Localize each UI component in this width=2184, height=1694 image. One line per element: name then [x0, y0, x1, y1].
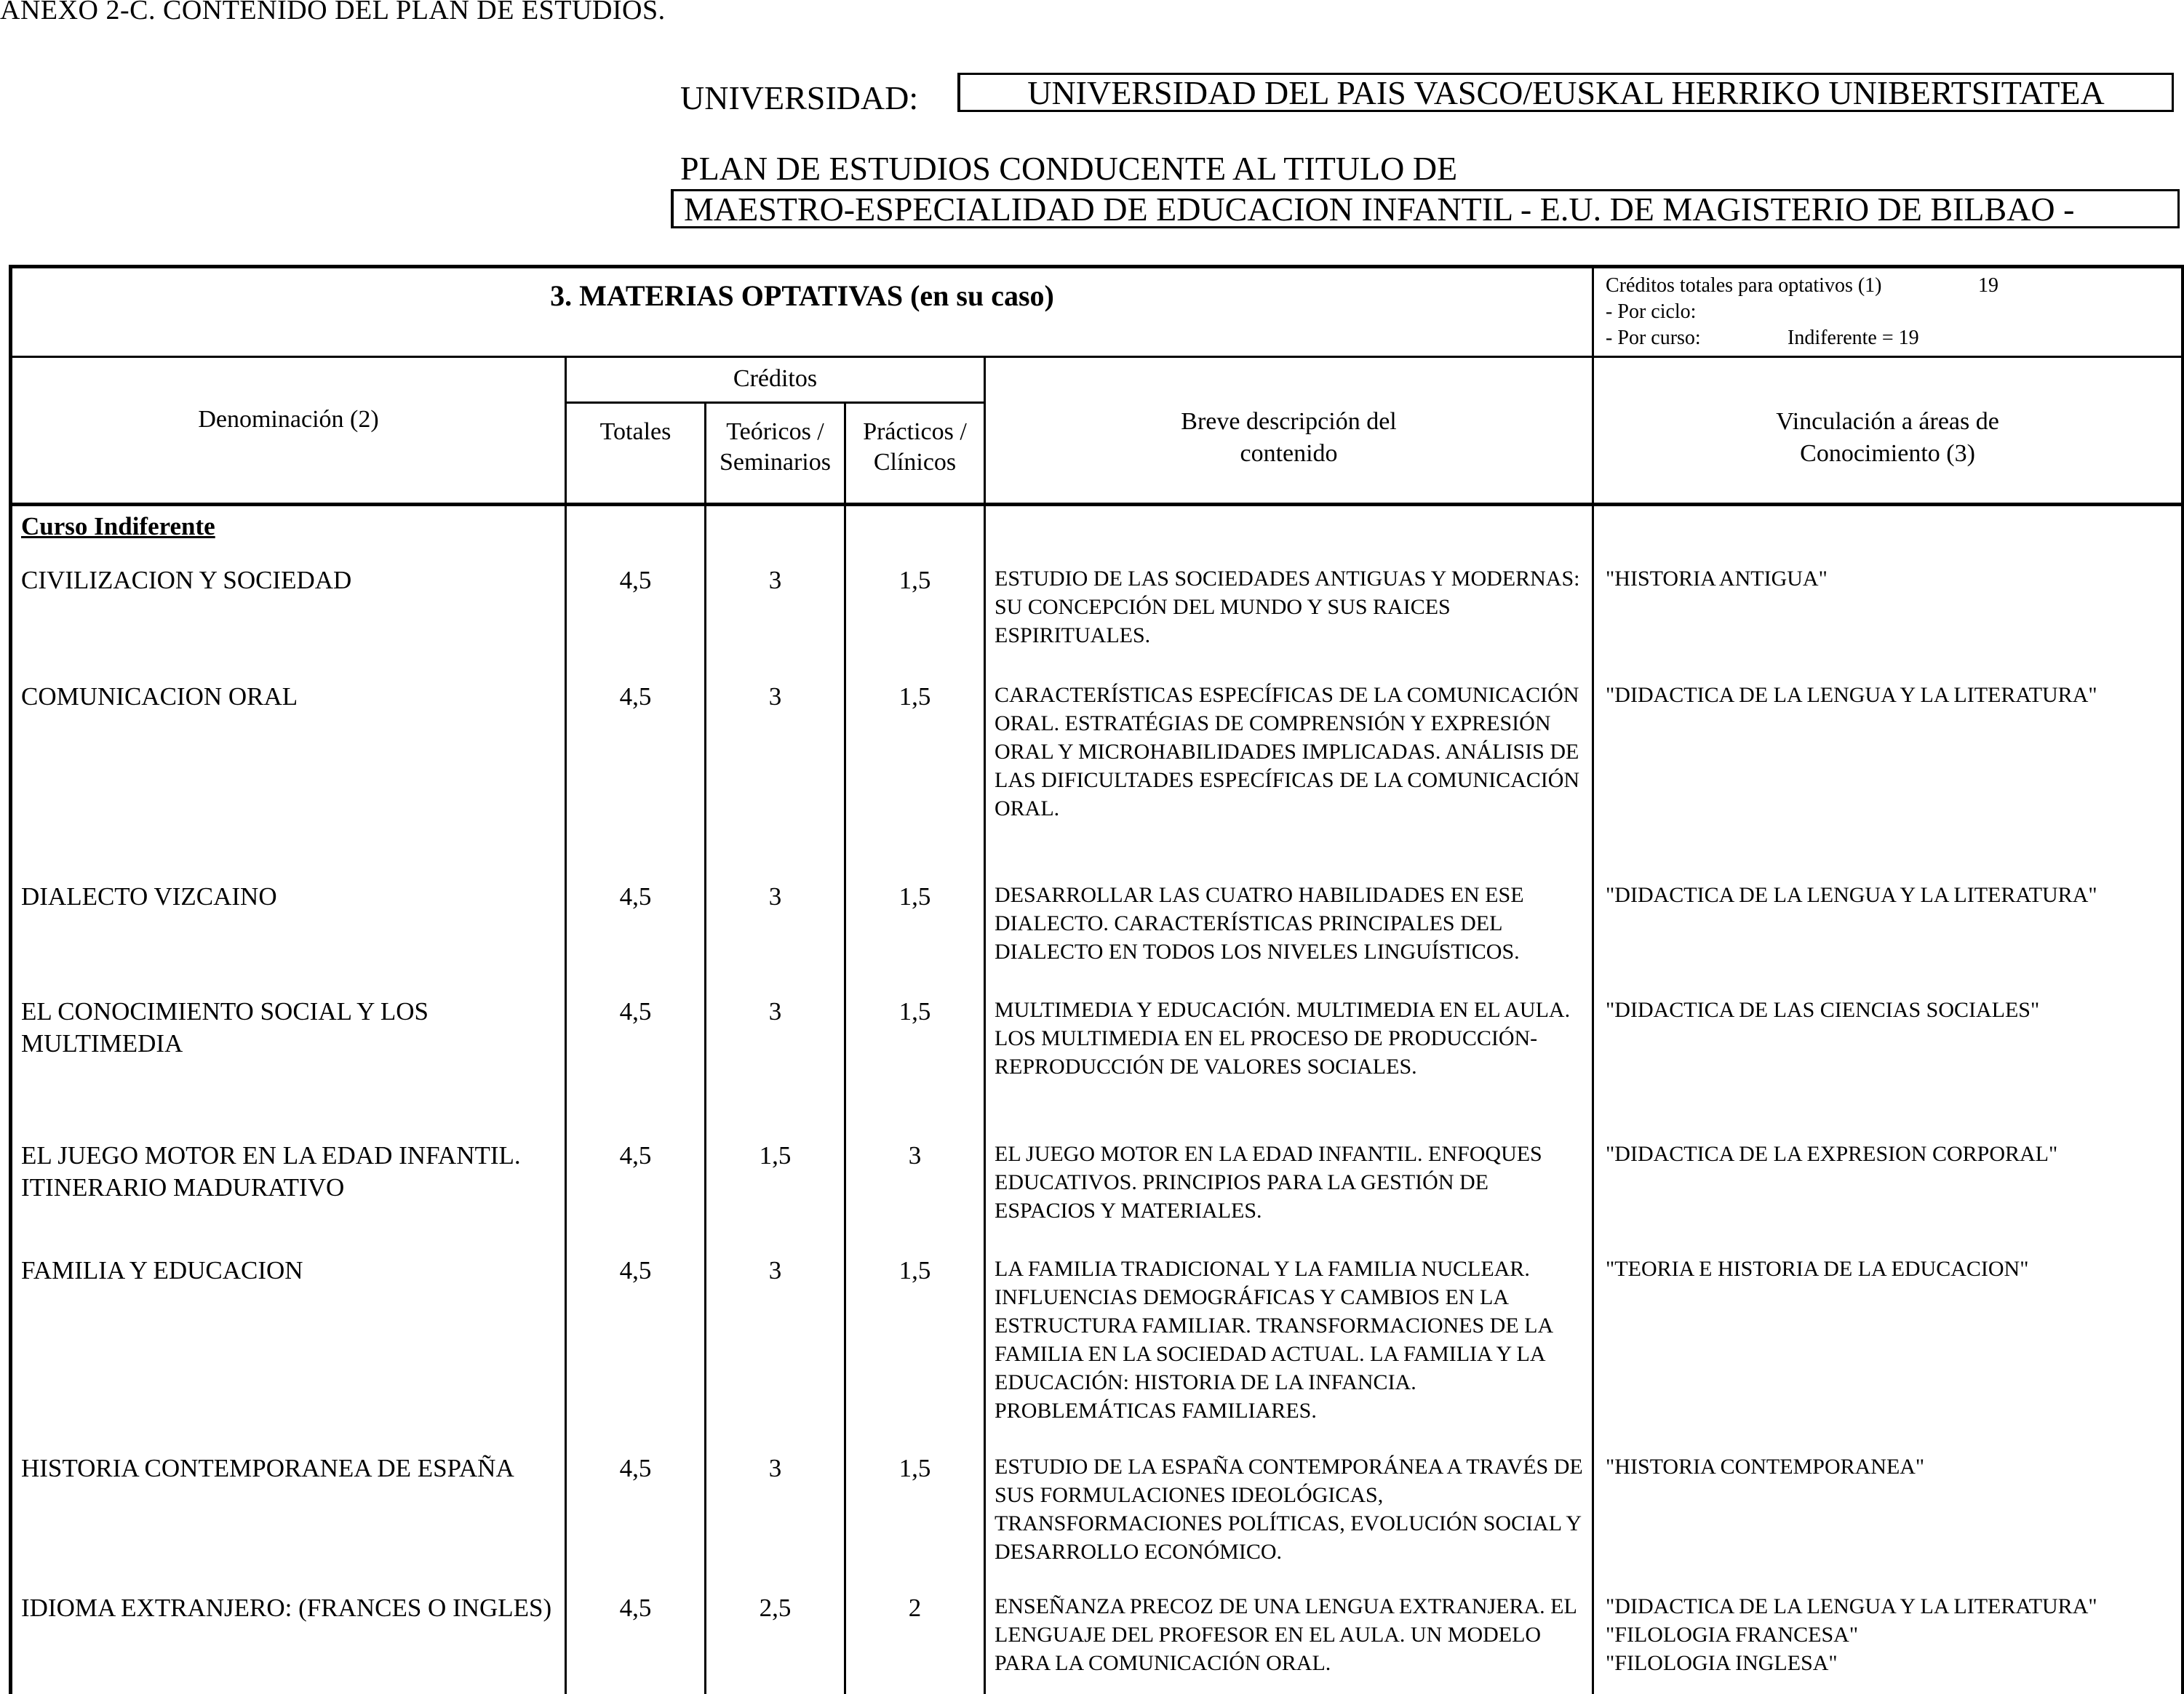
section-title-cell [11, 267, 1593, 357]
row-totales: 4,5 [566, 1140, 706, 1255]
row-desc: ESTUDIO DE LAS SOCIEDADES ANTIGUAS Y MODERNAS: SU CONCEPCIÓN DEL MUNDO Y SUS RAICES ESPIRITUALES. [985, 564, 1593, 681]
row-practicos: 3 [845, 1140, 985, 1255]
credits-ciclo-label: - Por ciclo: [1606, 300, 1697, 323]
row-totales: 4,5 [566, 1255, 706, 1453]
row-practicos: 1,5 [845, 681, 985, 881]
col-totales: Totales [566, 403, 706, 505]
annex-title: ANEXO 2-C. CONTENIDO DEL PLAN DE ESTUDIOS. [0, 0, 666, 25]
row-desc: LA FAMILIA TRADICIONAL Y LA FAMILIA NUCLEAR. INFLUENCIAS DEMOGRÁFICAS Y CAMBIOS EN LA ESTRUCTURA FAMILIAR. TRANSFORMACIONES DE LA FAMILIA EN LA SOCIEDAD ACTUAL. LA FAMILIA Y LA EDUCACIÓN: HISTORIA DE LA INFANCIA. PROBLEMÁTICAS FAMILIARES. [985, 1255, 1593, 1453]
row-teoricos: 3 [706, 881, 845, 996]
col-vinculacion: Vinculación a áreas de Conocimiento (3) [1593, 357, 2183, 505]
row-desc: EL JUEGO MOTOR EN LA EDAD INFANTIL. ENFOQUES EDUCATIVOS. PRINCIPIOS PARA LA GESTIÓN DE ESPACIOS Y MATERIALES. [985, 1140, 1593, 1255]
group-label: Curso Indiferente [21, 512, 215, 540]
col-practicos: Prácticos / Clínicos [845, 403, 985, 505]
row-totales: 4,5 [566, 681, 706, 881]
row-area: "TEORIA E HISTORIA DE LA EDUCACION" [1593, 1255, 2183, 1453]
row-teoricos: 3 [706, 996, 845, 1140]
row-name: EL JUEGO MOTOR EN LA EDAD INFANTIL. ITINERARIO MADURATIVO [11, 1140, 566, 1255]
row-totales: 4,5 [566, 564, 706, 681]
row-name: DIALECTO VIZCAINO [11, 881, 566, 996]
row-practicos: 2 [845, 1592, 985, 1694]
row-teoricos: 3 [706, 681, 845, 881]
row-name: FAMILIA Y EDUCACION [11, 1255, 566, 1453]
row-teoricos: 1,5 [706, 1140, 845, 1255]
row-totales: 4,5 [566, 1592, 706, 1694]
table-row [11, 1140, 2183, 1255]
universidad-value: UNIVERSIDAD DEL PAIS VASCO/EUSKAL HERRIKO UNIBERTSITATEA [957, 73, 2174, 112]
row-area: "DIDACTICA DE LA LENGUA Y LA LITERATURA" [1593, 681, 2183, 881]
row-desc: ESTUDIO DE LA ESPAÑA CONTEMPORÁNEA A TRAVÉS DE SUS FORMULACIONES IDEOLÓGICAS, TRANSFORMACIONES POLÍTICAS, EVOLUCIÓN SOCIAL Y DESARROLLO ECONÓMICO. [985, 1453, 1593, 1592]
row-name: IDIOMA EXTRANJERO: (FRANCES O INGLES) [11, 1592, 566, 1694]
row-area: "DIDACTICA DE LA LENGUA Y LA LITERATURA" [1593, 881, 2183, 996]
row-desc: MULTIMEDIA Y EDUCACIÓN. MULTIMEDIA EN EL AULA. LOS MULTIMEDIA EN EL PROCESO DE PRODUCCIÓN-REPRODUCCIÓN DE VALORES SOCIALES. [985, 996, 1593, 1140]
row-practicos: 1,5 [845, 564, 985, 681]
row-area: "DIDACTICA DE LA EXPRESION CORPORAL" [1593, 1140, 2183, 1255]
universidad-label: UNIVERSIDAD: [680, 79, 919, 116]
row-area: "DIDACTICA DE LAS CIENCIAS SOCIALES" [1593, 996, 2183, 1140]
optativas-table [9, 265, 2184, 1694]
credits-curso-value: Indiferente = 19 [1788, 327, 1919, 349]
row-practicos: 1,5 [845, 1255, 985, 1453]
row-totales: 4,5 [566, 881, 706, 996]
row-area: "HISTORIA CONTEMPORANEA" [1593, 1453, 2183, 1592]
table-row [11, 996, 2183, 1140]
row-area: "HISTORIA ANTIGUA" [1593, 564, 2183, 681]
row-practicos: 1,5 [845, 996, 985, 1140]
table-row [11, 1592, 2183, 1694]
row-practicos: 1,5 [845, 881, 985, 996]
col-descripcion: Breve descripción del contenido [985, 357, 1593, 505]
credits-total-value: 19 [1978, 274, 1999, 297]
row-teoricos: 2,5 [706, 1592, 845, 1694]
credits-info [1593, 267, 2183, 357]
row-teoricos: 3 [706, 1453, 845, 1592]
table-row [11, 1255, 2183, 1453]
credits-curso-label: - Por curso: [1606, 327, 1701, 349]
table-row [11, 1453, 2183, 1592]
col-denominacion: Denominación (2) [11, 357, 566, 505]
row-totales: 4,5 [566, 996, 706, 1140]
row-name: CIVILIZACION Y SOCIEDAD [11, 564, 566, 681]
row-name: COMUNICACION ORAL [11, 681, 566, 881]
group-label-cell [11, 505, 566, 565]
row-name: HISTORIA CONTEMPORANEA DE ESPAÑA [11, 1453, 566, 1592]
row-desc: ENSEÑANZA PRECOZ DE UNA LENGUA EXTRANJERA. EL LENGUAJE DEL PROFESOR EN EL AULA. UN MODELO PARA LA COMUNICACIÓN ORAL. [985, 1592, 1593, 1694]
col-creditos: Créditos [566, 357, 985, 403]
row-desc: CARACTERÍSTICAS ESPECÍFICAS DE LA COMUNICACIÓN ORAL. ESTRATÉGIAS DE COMPRENSIÓN Y EXPRESIÓN ORAL Y MICROHABILIDADES IMPLICADAS. ANÁLISIS DE LAS DIFICULTADES ESPECÍFICAS DE LA COMUNICACIÓN ORAL. [985, 681, 1593, 881]
col-teoricos: Teóricos / Seminarios [706, 403, 845, 505]
row-teoricos: 3 [706, 1255, 845, 1453]
plan-label: PLAN DE ESTUDIOS CONDUCENTE AL TITULO DE [680, 150, 1458, 187]
row-desc: DESARROLLAR LAS CUATRO HABILIDADES EN ESE DIALECTO. CARACTERÍSTICAS PRINCIPALES DEL DIALECTO EN TODOS LOS NIVELES LINGUÍSTICOS. [985, 881, 1593, 996]
row-totales: 4,5 [566, 1453, 706, 1592]
table-row [11, 681, 2183, 881]
row-practicos: 1,5 [845, 1453, 985, 1592]
row-teoricos: 3 [706, 564, 845, 681]
table-row [11, 564, 2183, 681]
credits-total-label: Créditos totales para optativos (1) [1606, 274, 1882, 297]
table-row [11, 881, 2183, 996]
section-title: 3. MATERIAS OPTATIVAS (en su caso) [550, 279, 1054, 312]
row-area: "DIDACTICA DE LA LENGUA Y LA LITERATURA" "FILOLOGIA FRANCESA" "FILOLOGIA INGLESA" [1593, 1592, 2183, 1694]
row-name: EL CONOCIMIENTO SOCIAL Y LOS MULTIMEDIA [11, 996, 566, 1140]
plan-value: MAESTRO-ESPECIALIDAD DE EDUCACION INFANTIL - E.U. DE MAGISTERIO DE BILBAO - [671, 189, 2180, 228]
